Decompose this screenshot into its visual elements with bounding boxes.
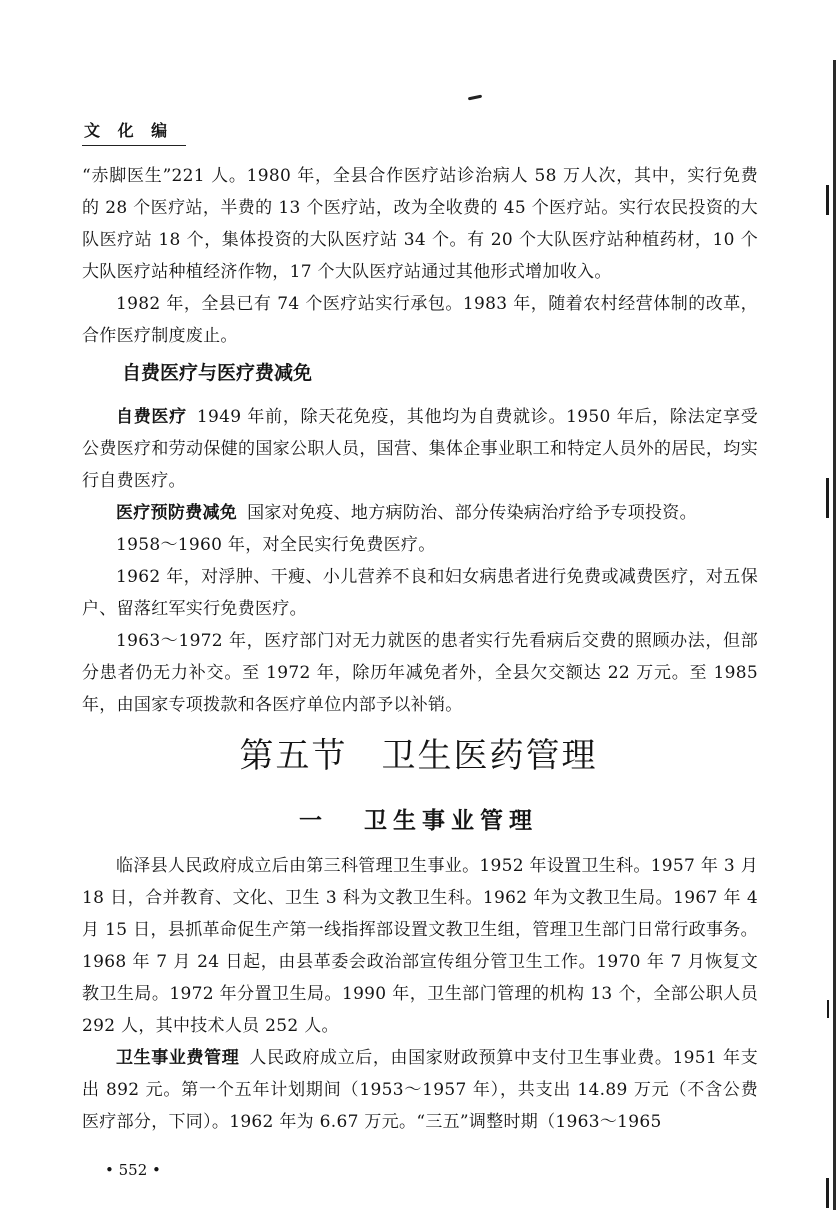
paragraph: “赤脚医生”221 人。1980 年，全县合作医疗站诊治病人 58 万人次，其中，实行免费的 28 个医疗站，半费的 13 个医疗站，改为全收费的 45 个医疗站。实行农民投资的大队医疗站 18 个，集体投资的大队医疗站 34 个。有 20 个大队医疗站种植药材，10 个大队医疗站种植经济作物，17 个大队医疗站通过其他形式增加收入。 [82,166,758,282]
paragraph: 1962 年，对浮肿、干瘦、小儿营养不良和妇女病患者进行免费或减费医疗，对五保户、留落红军实行免费医疗。 [82,567,758,619]
sub-section-number: 一 [299,807,328,834]
paragraph-text: 人民政府成立后，由国家财政预算中支付卫生事业费。1951 年支出 892 元。第一个五年计划期间（1953～1957 年），共支出 14.89 万元（不含公费医疗部分，下同）。1962 年为 6.67 万元。“三五”调整时期（1963～1965 [82,1048,758,1132]
paragraph: 临泽县人民政府成立后由第三科管理卫生事业。1952 年设置卫生科。1957 年 3 月 18 日，合并教育、文化、卫生 3 科为文教卫生科。1962 年为文教卫生局。1967 年 4 月 15 日，县抓革命促生产第一线指挥部设置文教卫生组，管理卫生部门日常行政事务。1968 年 7 月 24 日起，由县革委会政治部宣传组分管卫生工作。1970 年 7 月恢复文教卫生局。1972 年分置卫生局。1990 年，卫生部门管理的机构 13 个，全部公职人员 292 人，其中技术人员 252 人。 [82,856,758,1036]
page-number: • 552 • [105,1161,161,1179]
running-head: 文 化 编 [84,121,174,140]
running-head-rule [82,145,186,146]
text-block-health-administration [82,850,758,1138]
scan-edge-line [833,60,836,1210]
paragraph [82,1042,758,1138]
scan-edge-mark [826,478,829,518]
scan-edge-mark [826,1178,829,1208]
paragraph-text: 国家对免疫、地方病防治、部分传染病治疗给予专项投资。 [247,503,697,523]
section-name: 卫生医药管理 [381,736,598,776]
paragraph: 1982 年，全县已有 74 个医疗站实行承包。1983 年，随着农村经营体制的改革，合作医疗制度废止。 [82,294,758,346]
paragraph-lead: 自费医疗 [116,407,187,427]
paragraph: 1963～1972 年，医疗部门对无力就医的患者实行先看病后交费的照顾办法，但部分患者仍无力补交。至 1972 年，除历年减免者外，全县欠交额达 22 万元。至 1985 年，由国家专项拨款和各医疗单位内部予以补销。 [82,631,758,715]
section-number: 第五节 [239,736,348,776]
paragraph: 1958～1960 年，对全民实行免费医疗。 [116,535,436,555]
paragraph [82,497,758,529]
sub-section-title [0,802,837,835]
paragraph-text: 1949 年前，除天花免疫，其他均为自费就诊。1950 年后，除法定享受公费医疗和劳动保健的国家公职人员，国营、集体企事业职工和特定人员外的居民，均实行自费医疗。 [82,407,759,491]
scan-edge-mark [827,1000,829,1018]
section-title [0,728,837,777]
paragraph-lead: 医疗预防费减免 [116,503,238,523]
paragraph-lead: 卫生事业费管理 [116,1048,240,1068]
text-block-cooperative-medical [82,160,758,352]
paragraph [82,401,758,497]
subheading: 自费医疗与医疗费减免 [122,362,313,384]
scan-speck [468,95,482,101]
scan-edge-mark [826,185,829,215]
text-block-self-paid-medical [82,401,758,721]
sub-section-name: 卫生事业管理 [364,807,538,834]
